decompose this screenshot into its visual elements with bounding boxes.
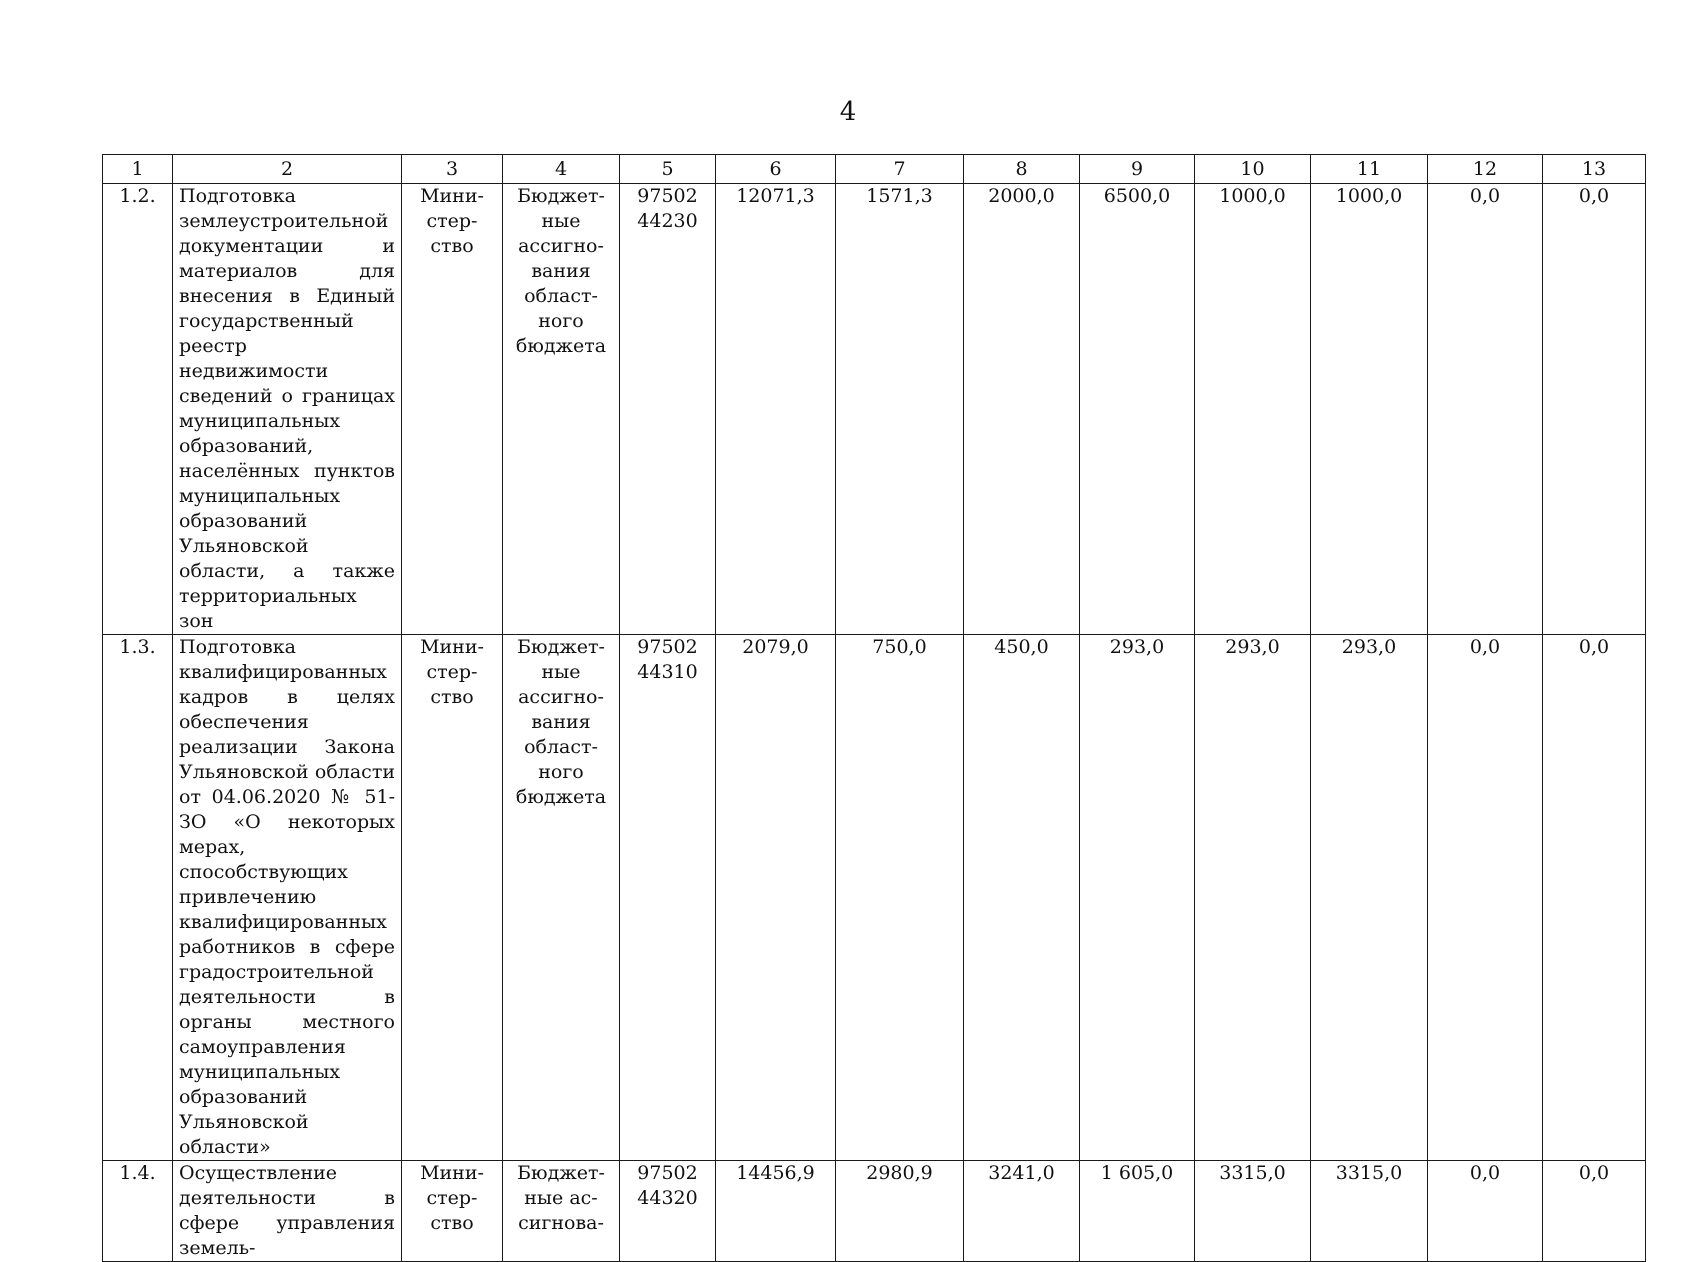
- activity-name: Осуществление деятельности в сфере управления земель-: [173, 1161, 402, 1262]
- funding-source: Бюджет- ные ас- сигнова-: [503, 1161, 620, 1262]
- row-number: 1.4.: [103, 1161, 173, 1262]
- budget-code: 97502 44230: [620, 184, 716, 635]
- column-number: 5: [620, 155, 716, 184]
- year-value: 293,0: [1080, 635, 1195, 1161]
- budget-code: 97502 44320: [620, 1161, 716, 1262]
- column-number: 2: [173, 155, 402, 184]
- year-value: 0,0: [1543, 184, 1646, 635]
- column-number: 4: [503, 155, 620, 184]
- year-value: 2000,0: [964, 184, 1080, 635]
- column-number: 3: [402, 155, 503, 184]
- executor: Мини- стер- ство: [402, 1161, 503, 1262]
- year-value: 1000,0: [1195, 184, 1311, 635]
- year-value: 293,0: [1311, 635, 1428, 1161]
- column-number: 8: [964, 155, 1080, 184]
- year-value: 0,0: [1428, 1161, 1543, 1262]
- column-number: 10: [1195, 155, 1311, 184]
- column-number: 9: [1080, 155, 1195, 184]
- total-value: 2079,0: [716, 635, 836, 1161]
- year-value: 3315,0: [1311, 1161, 1428, 1262]
- year-value: 3315,0: [1195, 1161, 1311, 1262]
- executor: Мини- стер- ство: [402, 184, 503, 635]
- total-value: 14456,9: [716, 1161, 836, 1262]
- year-value: 1000,0: [1311, 184, 1428, 635]
- year-value: 0,0: [1543, 1161, 1646, 1262]
- table-row: [103, 184, 1646, 635]
- column-number: 12: [1428, 155, 1543, 184]
- program-table: [102, 154, 1646, 1262]
- total-value: 12071,3: [716, 184, 836, 635]
- row-number: 1.2.: [103, 184, 173, 635]
- year-value: 1 605,0: [1080, 1161, 1195, 1262]
- activity-name: Подготовка землеустроительной документации и материалов для внесения в Единый государственный реестр недвижимости сведений о границах муниципальных образований, населённых пунктов муниципальных образований Ульяновской области, а также территориальных зон: [173, 184, 402, 635]
- column-number: 6: [716, 155, 836, 184]
- funding-source: Бюджет- ные ассигно- вания област- ного бюджета: [503, 184, 620, 635]
- funding-source: Бюджет- ные ассигно- вания област- ного бюджета: [503, 635, 620, 1161]
- column-number: 7: [836, 155, 964, 184]
- year-value: 293,0: [1195, 635, 1311, 1161]
- column-numbers-row: [103, 155, 1646, 184]
- year-value: 2980,9: [836, 1161, 964, 1262]
- row-number: 1.3.: [103, 635, 173, 1161]
- year-value: 6500,0: [1080, 184, 1195, 635]
- year-value: 0,0: [1428, 635, 1543, 1161]
- activity-name: Подготовка квалифицированных кадров в целях обеспечения реализации Закона Ульяновской области от 04.06.2020 № 51-ЗО «О некоторых мерах, способствующих привлечению квалифицированных работников в сфере градостроительной деятельности в органы местного самоуправления муниципальных образований Ульяновской области»: [173, 635, 402, 1161]
- column-number: 1: [103, 155, 173, 184]
- year-value: 1571,3: [836, 184, 964, 635]
- year-value: 750,0: [836, 635, 964, 1161]
- column-number: 13: [1543, 155, 1646, 184]
- year-value: 450,0: [964, 635, 1080, 1161]
- column-number: 11: [1311, 155, 1428, 184]
- page-number: 4: [839, 97, 857, 127]
- table-row: [103, 1161, 1646, 1262]
- executor: Мини- стер- ство: [402, 635, 503, 1161]
- year-value: 3241,0: [964, 1161, 1080, 1262]
- budget-code: 97502 44310: [620, 635, 716, 1161]
- table-row: [103, 635, 1646, 1161]
- year-value: 0,0: [1428, 184, 1543, 635]
- year-value: 0,0: [1543, 635, 1646, 1161]
